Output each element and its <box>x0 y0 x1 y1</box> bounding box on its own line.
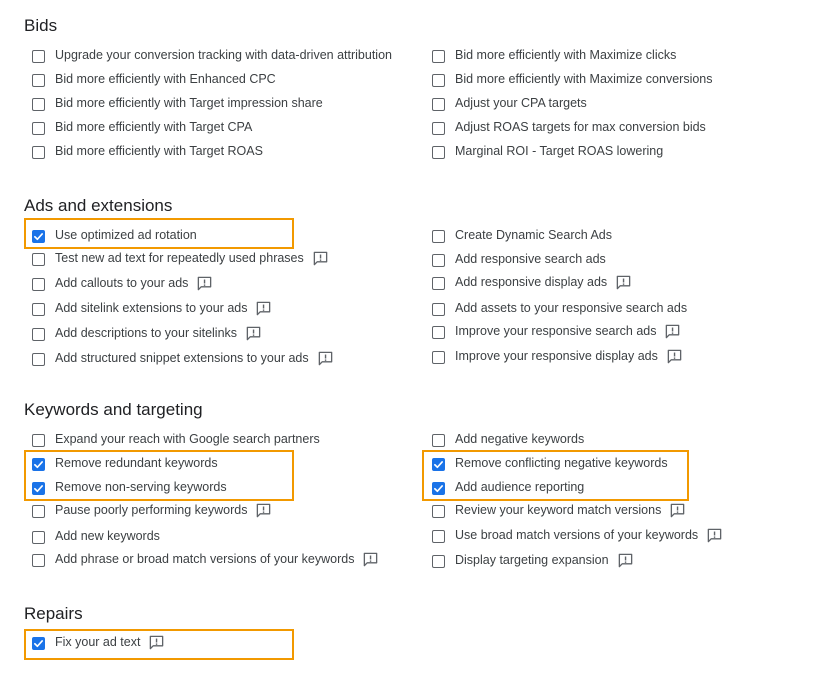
check-icon <box>33 483 44 494</box>
feedback-icon[interactable] <box>615 274 632 291</box>
checkbox-checked[interactable] <box>432 458 445 471</box>
checkbox-item[interactable] <box>32 323 262 343</box>
checkbox-item[interactable] <box>32 248 329 268</box>
checkbox-item[interactable] <box>32 526 160 546</box>
checkbox[interactable] <box>32 74 45 87</box>
checkbox-item[interactable] <box>32 453 218 473</box>
feedback-icon[interactable] <box>317 350 334 367</box>
checkbox-item[interactable] <box>432 525 723 545</box>
checkbox[interactable] <box>432 122 445 135</box>
checkbox-item[interactable] <box>432 117 706 137</box>
checkbox-item[interactable] <box>32 429 320 449</box>
checkbox-item[interactable] <box>432 93 587 113</box>
check-icon <box>33 638 44 649</box>
checkbox-item[interactable] <box>432 225 612 245</box>
feedback-icon[interactable] <box>148 634 165 651</box>
checkbox[interactable] <box>32 253 45 266</box>
check-icon <box>33 459 44 470</box>
checkbox[interactable] <box>432 277 445 290</box>
checkbox[interactable] <box>32 328 45 341</box>
check-icon <box>433 459 444 470</box>
feedback-icon[interactable] <box>664 323 681 340</box>
checkbox-item[interactable] <box>32 632 165 652</box>
checkbox-item[interactable] <box>32 298 272 318</box>
checkbox[interactable] <box>432 50 445 63</box>
feedback-icon[interactable] <box>196 275 213 292</box>
checkbox-item[interactable] <box>432 321 681 341</box>
checkbox-item[interactable] <box>32 45 392 65</box>
feedback-icon[interactable] <box>245 325 262 342</box>
checkbox-label: Remove redundant keywords <box>55 456 218 470</box>
feedback-icon[interactable] <box>312 250 329 267</box>
checkbox-label: Add responsive display ads <box>455 275 608 289</box>
checkbox-item[interactable] <box>32 141 263 161</box>
checkbox-item[interactable] <box>32 93 323 113</box>
checkbox-label: Adjust your CPA targets <box>455 96 587 110</box>
checkbox-label: Add phrase or broad match versions of your keywords <box>55 552 355 566</box>
checkbox-item[interactable] <box>32 549 379 569</box>
feedback-icon[interactable] <box>255 502 272 519</box>
checkbox[interactable] <box>32 122 45 135</box>
checkbox-item[interactable] <box>432 141 663 161</box>
checkbox[interactable] <box>32 531 45 544</box>
check-icon <box>433 483 444 494</box>
checkbox[interactable] <box>32 146 45 159</box>
checkbox-label: Bid more efficiently with Target ROAS <box>55 144 263 158</box>
checkbox-label: Add callouts to your ads <box>55 276 189 290</box>
feedback-icon[interactable] <box>255 300 272 317</box>
feedback-icon[interactable] <box>666 348 683 365</box>
checkbox[interactable] <box>432 434 445 447</box>
checkbox-label: Remove conflicting negative keywords <box>455 456 668 470</box>
feedback-icon[interactable] <box>617 552 634 569</box>
checkbox[interactable] <box>432 230 445 243</box>
checkbox-label: Pause poorly performing keywords <box>55 503 248 517</box>
checkbox[interactable] <box>432 326 445 339</box>
checkbox-item[interactable] <box>432 346 683 366</box>
section-title-ads-and-extensions: Ads and extensions <box>24 196 173 215</box>
checkbox-label: Add sitelink extensions to your ads <box>55 301 248 315</box>
checkbox-label: Bid more efficiently with Maximize clicks <box>455 48 677 62</box>
checkbox-label: Add responsive search ads <box>455 252 606 266</box>
checkbox-label: Bid more efficiently with Maximize conversions <box>455 72 713 86</box>
checkbox-checked[interactable] <box>432 482 445 495</box>
checkbox[interactable] <box>432 530 445 543</box>
checkbox-label: Display targeting expansion <box>455 553 609 567</box>
checkbox-label: Review your keyword match versions <box>455 503 662 517</box>
checkbox-label: Upgrade your conversion tracking with data-driven attribution <box>55 48 392 62</box>
checkbox-label: Add audience reporting <box>455 480 585 494</box>
checkbox-checked[interactable] <box>32 458 45 471</box>
checkbox-label: Add descriptions to your sitelinks <box>55 326 238 340</box>
checkbox-label: Add assets to your responsive search ads <box>455 301 688 315</box>
checkbox-label: Add negative keywords <box>455 432 585 446</box>
section-title-bids: Bids <box>24 16 58 35</box>
checkbox-label: Expand your reach with Google search partners <box>55 432 320 446</box>
checkbox[interactable] <box>32 303 45 316</box>
checkbox-item[interactable] <box>432 500 686 520</box>
checkbox[interactable] <box>432 74 445 87</box>
checkbox-item[interactable] <box>32 117 252 137</box>
checkbox-label: Bid more efficiently with Target impression share <box>55 96 323 110</box>
checkbox[interactable] <box>32 98 45 111</box>
checkbox[interactable] <box>432 98 445 111</box>
checkbox[interactable] <box>32 353 45 366</box>
section-title-repairs: Repairs <box>24 604 83 623</box>
checkbox[interactable] <box>32 505 45 518</box>
checkbox-label: Use broad match versions of your keywords <box>455 528 699 542</box>
checkbox-label: Use optimized ad rotation <box>55 228 197 242</box>
checkbox-label: Bid more efficiently with Enhanced CPC <box>55 72 276 86</box>
checkbox[interactable] <box>32 554 45 567</box>
checkbox-label: Bid more efficiently with Target CPA <box>55 120 253 134</box>
checkbox-item[interactable] <box>432 550 634 570</box>
feedback-icon[interactable] <box>669 502 686 519</box>
check-icon <box>33 231 44 242</box>
checkbox-item[interactable] <box>432 429 584 449</box>
checkbox[interactable] <box>432 303 445 316</box>
feedback-icon[interactable] <box>362 551 379 568</box>
checkbox-label: Add new keywords <box>55 529 160 543</box>
checkbox-item[interactable] <box>432 45 676 65</box>
checkbox-label: Improve your responsive search ads <box>455 324 657 338</box>
feedback-icon[interactable] <box>706 527 723 544</box>
checkbox-label: Adjust ROAS targets for max conversion bids <box>455 120 706 134</box>
checkbox-label: Remove non-serving keywords <box>55 480 227 494</box>
checkbox[interactable] <box>432 351 445 364</box>
checkbox-item[interactable] <box>432 298 687 318</box>
checkbox-item[interactable] <box>432 69 713 89</box>
checkbox-label: Add structured snippet extensions to your ads <box>55 351 309 365</box>
checkbox-item[interactable] <box>432 249 606 269</box>
checkbox-checked[interactable] <box>32 637 45 650</box>
checkbox-item[interactable] <box>432 477 584 497</box>
checkbox-label: Test new ad text for repeatedly used phrases <box>55 251 304 265</box>
checkbox[interactable] <box>432 505 445 518</box>
checkbox-label: Marginal ROI - Target ROAS lowering <box>455 144 664 158</box>
checkbox-item[interactable] <box>432 272 632 292</box>
checkbox-item[interactable] <box>432 453 668 473</box>
checkbox-item[interactable] <box>32 273 213 293</box>
checkbox-item[interactable] <box>32 225 197 245</box>
checkbox[interactable] <box>432 254 445 267</box>
checkbox-item[interactable] <box>32 69 276 89</box>
checkbox-checked[interactable] <box>32 230 45 243</box>
checkbox[interactable] <box>32 278 45 291</box>
checkbox-item[interactable] <box>32 348 334 368</box>
checkbox[interactable] <box>432 555 445 568</box>
checkbox[interactable] <box>32 50 45 63</box>
checkbox-label: Create Dynamic Search Ads <box>455 228 613 242</box>
checkbox-label: Fix your ad text <box>55 635 141 649</box>
checkbox-label: Improve your responsive display ads <box>455 349 658 363</box>
checkbox[interactable] <box>32 434 45 447</box>
checkbox-checked[interactable] <box>32 482 45 495</box>
checkbox[interactable] <box>432 146 445 159</box>
checkbox-item[interactable] <box>32 477 227 497</box>
checkbox-item[interactable] <box>32 500 272 520</box>
section-title-keywords-and-targeting: Keywords and targeting <box>24 400 203 419</box>
